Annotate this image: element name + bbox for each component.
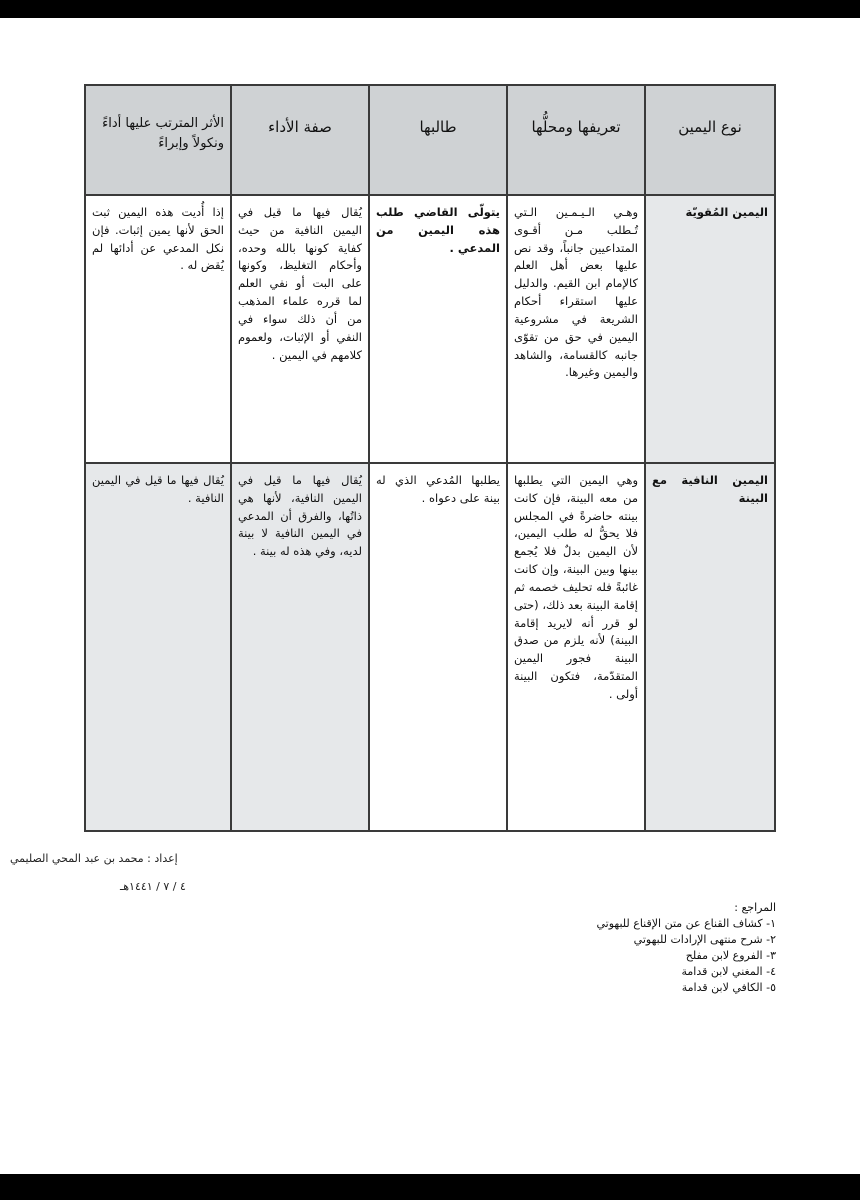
date: ٤ / ٧ / ١٤٤١هـ [120,880,186,893]
row1-type: اليمين المُقويّة [645,195,775,463]
row2-definition: وهي اليمين التي يطلبها من معه البينة، فإن كانت بينته حاضرةً في المجلس فلا يحقُّ له طلب اليمين، لأن اليمين بدلٌ فلا يُجمع بينها وبين البينة، وإن كانت غائبةً فله تحليف خصمه ثم إقامة البينة بعد ذلك، (حتى لو قرر أنه لايريد إقامة البينة) لأنه يلزم من صدق البينة فجور اليمين المتقدّمة، فتكون البينة أولى . [507,463,645,831]
header-oath-type: نوع اليمين [645,85,775,195]
header-definition: تعريفها ومحلُّها [507,85,645,195]
reference-item: ١- كشاف القناع عن متن الإقناع للبهوتي [596,916,776,930]
table-row [85,463,775,831]
row1-effect: إذا أُديت هذه اليمين ثبت الحق لأنها يمين إثبات. فإن نكل المدعي عن أدائها لم يُقض له . [85,195,231,463]
table-header-row [85,85,775,195]
document-page [0,18,860,1174]
row2-requester: يطلبها المُدعي الذي له بينة على دعواه . [369,463,507,831]
row2-effect: يُقال فيها ما قيل في اليمين النافية . [85,463,231,831]
reference-item: ٥- الكافي لابن قدامة [681,980,776,994]
header-effect: الأثر المترتب عليها أداءً ونكولاً وإبراءً [85,85,231,195]
reference-item: ٢- شرح منتهى الإرادات للبهوتي [633,932,776,946]
row1-definition: وهـي الـيـمـين الـتي تُـطلب مـن أقـوى المتداعيين جانباً، وقد نص عليها بعض أهل العلم كالإمام ابن القيم. والدليل عليها استقراء أحكام الشريعة في مشروعية اليمين في حق من تقوّى جانبه كالقسامة، والشاهد واليمين وغيرها. [507,195,645,463]
oath-types-table [84,84,776,832]
header-performance: صفة الأداء [231,85,369,195]
header-requester: طالبها [369,85,507,195]
prepared-by: إعداد : محمد بن عبد المحي الصليمي [10,852,178,865]
table-row [85,195,775,463]
references-title: المراجع : [734,901,776,914]
row2-type: اليمين النافية مع البينة [645,463,775,831]
row2-performance: يُقال فيها ما قيل في اليمين النافية، لأنها هي ذاتُها، والفرق أن المدعي في اليمين النافية لا بينة لديه، وفي هذه له بينة . [231,463,369,831]
row1-performance: يُقال فيها ما قيل في اليمين النافية من حيث كفاية كونها بالله وحده، وأحكام التغليظ، وكونها على البت أو نفي العلم لما قرره علماء المذهب من أن ذلك سواء في النفي أو الإثبات، ولعموم كلامهم في اليمين . [231,195,369,463]
reference-item: ٤- المغني لابن قدامة [681,964,776,978]
references-list [596,900,776,996]
row1-requester: يتولّى القاضي طلب هذه اليمين من المدعي . [369,195,507,463]
reference-item: ٣- الفروع لابن مفلح [685,948,776,962]
